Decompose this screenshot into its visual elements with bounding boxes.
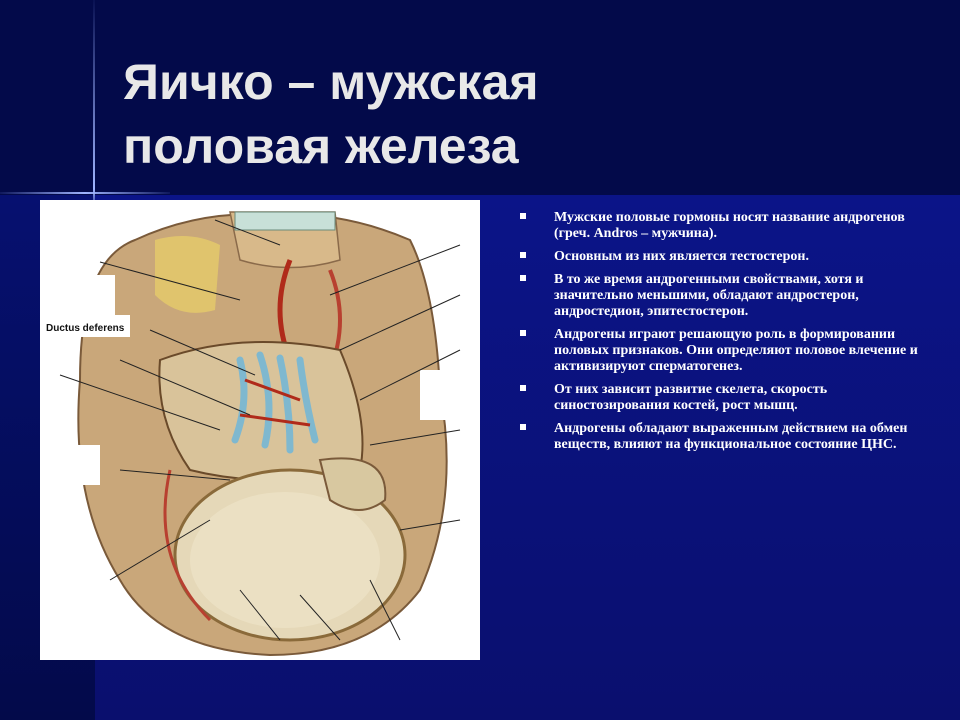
bullet-square-icon xyxy=(520,424,526,430)
decorative-vertical-line xyxy=(93,0,95,210)
bullet-list xyxy=(520,210,920,460)
bullet-item: Андрогены играют решающую роль в формировании половых признаков. Они определяют половое влечение и активизируют сперматогенез. xyxy=(520,327,920,375)
bullet-item: Основным из них является тестостерон. xyxy=(520,249,920,265)
bullet-square-icon xyxy=(520,385,526,391)
bullet-square-icon xyxy=(520,330,526,336)
bullet-item: В то же время андрогенными свойствами, хотя и значительно меньшими, обладают андростерон, андростедион, эпитестостерон. xyxy=(520,272,920,320)
anatomy-illustration xyxy=(40,200,480,660)
bullet-item: Андрогены обладают выраженным действием на обмен веществ, влияют на функциональное состояние ЦНС. xyxy=(520,421,920,453)
figure-label-ductus-deferens: Ductus deferens xyxy=(46,323,125,334)
bullet-square-icon xyxy=(520,213,526,219)
bullet-item: От них зависит развитие скелета, скорость синостозирования костей, рост мышц. xyxy=(520,382,920,414)
bullet-square-icon xyxy=(520,275,526,281)
bullet-item: Мужские половые гормоны носят название андрогенов (греч. Andros – мужчина). xyxy=(520,210,920,242)
slide-title: Яичко – мужская половая железа xyxy=(123,54,539,174)
bullet-square-icon xyxy=(520,252,526,258)
decorative-horizontal-line xyxy=(0,192,170,194)
testis-drawing xyxy=(40,200,480,660)
